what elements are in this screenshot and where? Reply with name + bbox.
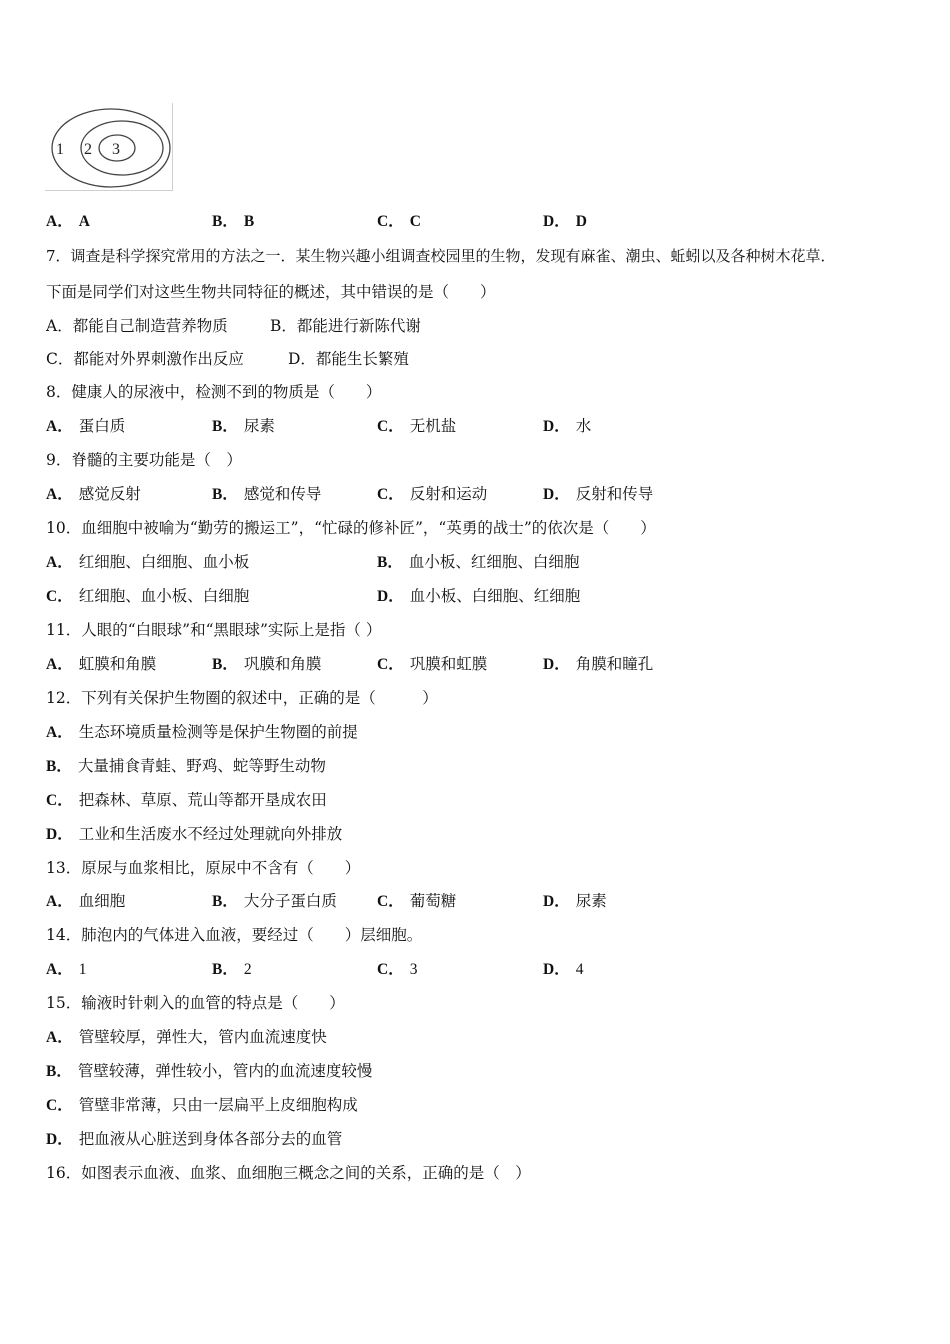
option-label: A． [46, 418, 73, 435]
option-label: C． [377, 418, 404, 435]
q13-option-b [212, 891, 337, 912]
option-text: 血小板、白细胞、红细胞 [409, 587, 581, 605]
option-text: 巩膜和角膜 [243, 655, 322, 673]
option-label: A． [46, 554, 73, 571]
q8-option-d [543, 416, 591, 437]
q14-option-d [543, 959, 583, 980]
q10-option-c [46, 586, 249, 607]
option-text: 大分子蛋白质 [243, 892, 337, 910]
option-text: 无机盐 [409, 417, 457, 435]
option-label: B． [212, 656, 238, 673]
option-label: C． [46, 588, 73, 605]
option-label: D． [543, 486, 570, 503]
option-label: C． [377, 893, 404, 910]
q14-option-b [212, 959, 252, 980]
option-label: A． [46, 486, 73, 503]
option-label: B． [46, 758, 72, 775]
q11-option-c [377, 654, 487, 675]
option-text: 1 [78, 961, 87, 978]
q8-option-c [377, 416, 456, 437]
option-text: 管壁较厚，弹性大，管内血流速度快 [78, 1028, 327, 1046]
q12-option-d [46, 824, 342, 845]
q10-option-b [377, 552, 579, 573]
option-text: 2 [243, 961, 252, 978]
option-label: B． [212, 213, 238, 230]
option-text: 尿素 [575, 892, 607, 910]
option-text: 感觉和传导 [243, 485, 322, 503]
q14-option-c [377, 959, 417, 980]
option-label: B． [212, 486, 238, 503]
q12-option-c [46, 790, 327, 811]
option-text: D [575, 213, 587, 230]
option-label: A． [46, 893, 73, 910]
option-text: 水 [575, 417, 592, 435]
option-label: D． [46, 826, 73, 843]
q13-option-d [543, 891, 607, 912]
q11-option-a [46, 654, 156, 675]
q7-option-a: A．都能自己制造营养物质 [46, 317, 228, 335]
q15-stem: 15．输液时针刺入的血管的特点是（ ） [46, 994, 345, 1012]
option-text: 红细胞、血小板、白细胞 [78, 587, 250, 605]
outer-ellipse [52, 109, 170, 187]
option-text: 血小板、红细胞、白细胞 [408, 553, 580, 571]
q13-option-c [377, 891, 456, 912]
option-text: 管壁非常薄，只由一层扁平上皮细胞构成 [78, 1096, 358, 1114]
option-label: C． [377, 656, 404, 673]
option-label: C． [377, 486, 404, 503]
option-label: C． [46, 1097, 73, 1114]
q7-option-d: D．都能生长繁殖 [288, 350, 409, 368]
option-label: B． [212, 418, 238, 435]
option-text: 巩膜和虹膜 [409, 655, 488, 673]
q11-option-d [543, 654, 653, 675]
option-label: B． [46, 1063, 72, 1080]
q9-option-b [212, 484, 321, 505]
option-label: A． [46, 656, 73, 673]
q9-option-d [543, 484, 653, 505]
q9-option-a [46, 484, 141, 505]
option-text: 葡萄糖 [409, 892, 457, 910]
option-text: 反射和传导 [575, 485, 654, 503]
option-text: C [409, 213, 421, 230]
option-text: 4 [575, 961, 584, 978]
q13-option-a [46, 891, 125, 912]
q7-option-b: B．都能进行新陈代谢 [270, 317, 421, 335]
option-text: 3 [409, 961, 418, 978]
q12-stem: 12．下列有关保护生物圈的叙述中，正确的是（ ） [46, 689, 438, 707]
option-label: B． [212, 961, 238, 978]
q16-stem: 16．如图表示血液、血浆、血细胞三概念之间的关系，正确的是（ ） [46, 1164, 531, 1182]
option-text: B [243, 213, 255, 230]
q9-stem: 9．脊髓的主要功能是（ ） [46, 451, 242, 469]
q10-stem: 10．血细胞中被喻为“勤劳的搬运工”，“忙碌的修补匠”，“英勇的战士”的依次是（ ） [46, 519, 656, 537]
option-text: 把森林、草原、荒山等都开垦成农田 [78, 791, 327, 809]
option-text: 生态环境质量检测等是保护生物圈的前提 [78, 723, 358, 741]
option-label: B． [212, 893, 238, 910]
option-text: 大量捕食青蛙、野鸡、蛇等野生动物 [77, 757, 326, 775]
nested-ellipses-diagram [45, 103, 173, 191]
option-text: 虹膜和角膜 [78, 655, 157, 673]
option-text: 感觉反射 [78, 485, 141, 503]
option-text: 把血液从心脏送到身体各部分去的血管 [78, 1130, 343, 1148]
option-label: A． [46, 1029, 73, 1046]
figure-label-1: 1 [56, 141, 64, 158]
option-label: D． [543, 418, 570, 435]
q12-option-b [46, 756, 326, 777]
option-label: D． [543, 213, 570, 230]
option-label: D． [543, 656, 570, 673]
option-label: D． [377, 588, 404, 605]
q10-option-d [377, 586, 580, 607]
q7-stem-line2: 下面是同学们对这些生物共同特征的概述，其中错误的是（ ） [46, 283, 496, 301]
option-text: 反射和运动 [409, 485, 488, 503]
q6-option-c [377, 211, 427, 232]
option-label: D． [46, 1131, 73, 1148]
q8-option-a [46, 416, 125, 437]
option-label: C． [46, 792, 73, 809]
option-text: 工业和生活废水不经过处理就向外排放 [78, 825, 343, 843]
option-label: C． [377, 961, 404, 978]
figure-label-2: 2 [84, 141, 92, 158]
option-label: D． [543, 893, 570, 910]
q9-option-c [377, 484, 487, 505]
nested-ellipses-figure [45, 103, 173, 191]
middle-ellipse [81, 121, 163, 175]
q6-option-b [212, 211, 260, 232]
option-text: 血细胞 [78, 892, 126, 910]
q8-stem: 8．健康人的尿液中，检测不到的物质是（ ） [46, 383, 382, 401]
q11-option-b [212, 654, 321, 675]
figure-label-3: 3 [112, 141, 120, 158]
q11-stem: 11．人眼的“白眼球”和“黑眼球”实际上是指（ ） [46, 621, 382, 639]
option-label: D． [543, 961, 570, 978]
q15-option-c [46, 1095, 358, 1116]
q15-option-b [46, 1061, 372, 1082]
option-label: B． [377, 554, 403, 571]
option-label: C． [377, 213, 404, 230]
q12-option-a [46, 722, 358, 743]
option-text: A [78, 213, 90, 230]
option-label: A． [46, 213, 73, 230]
q13-stem: 13．原尿与血浆相比，原尿中不含有（ ） [46, 859, 361, 877]
q6-option-a [46, 211, 96, 232]
q7-stem-line1: 7．调查是科学探究常用的方法之一．某生物兴趣小组调查校园里的生物，发现有麻雀、潮虫、蚯蚓以及各种树木花草． [46, 247, 836, 265]
q15-option-d [46, 1129, 342, 1150]
option-label: A． [46, 961, 73, 978]
q10-option-a [46, 552, 249, 573]
option-text: 尿素 [243, 417, 275, 435]
q14-stem: 14．肺泡内的气体进入血液，要经过（ ）层细胞。 [46, 926, 423, 944]
q14-option-a [46, 959, 86, 980]
q7-option-c: C．都能对外界刺激作出反应 [46, 350, 244, 368]
option-label: A． [46, 724, 73, 741]
q8-option-b [212, 416, 275, 437]
option-text: 管壁较薄，弹性较小，管内的血流速度较慢 [77, 1062, 373, 1080]
option-text: 红细胞、白细胞、血小板 [78, 553, 250, 571]
option-text: 蛋白质 [78, 417, 126, 435]
option-text: 角膜和瞳孔 [575, 655, 654, 673]
q6-option-d [543, 211, 593, 232]
q15-option-a [46, 1027, 327, 1048]
